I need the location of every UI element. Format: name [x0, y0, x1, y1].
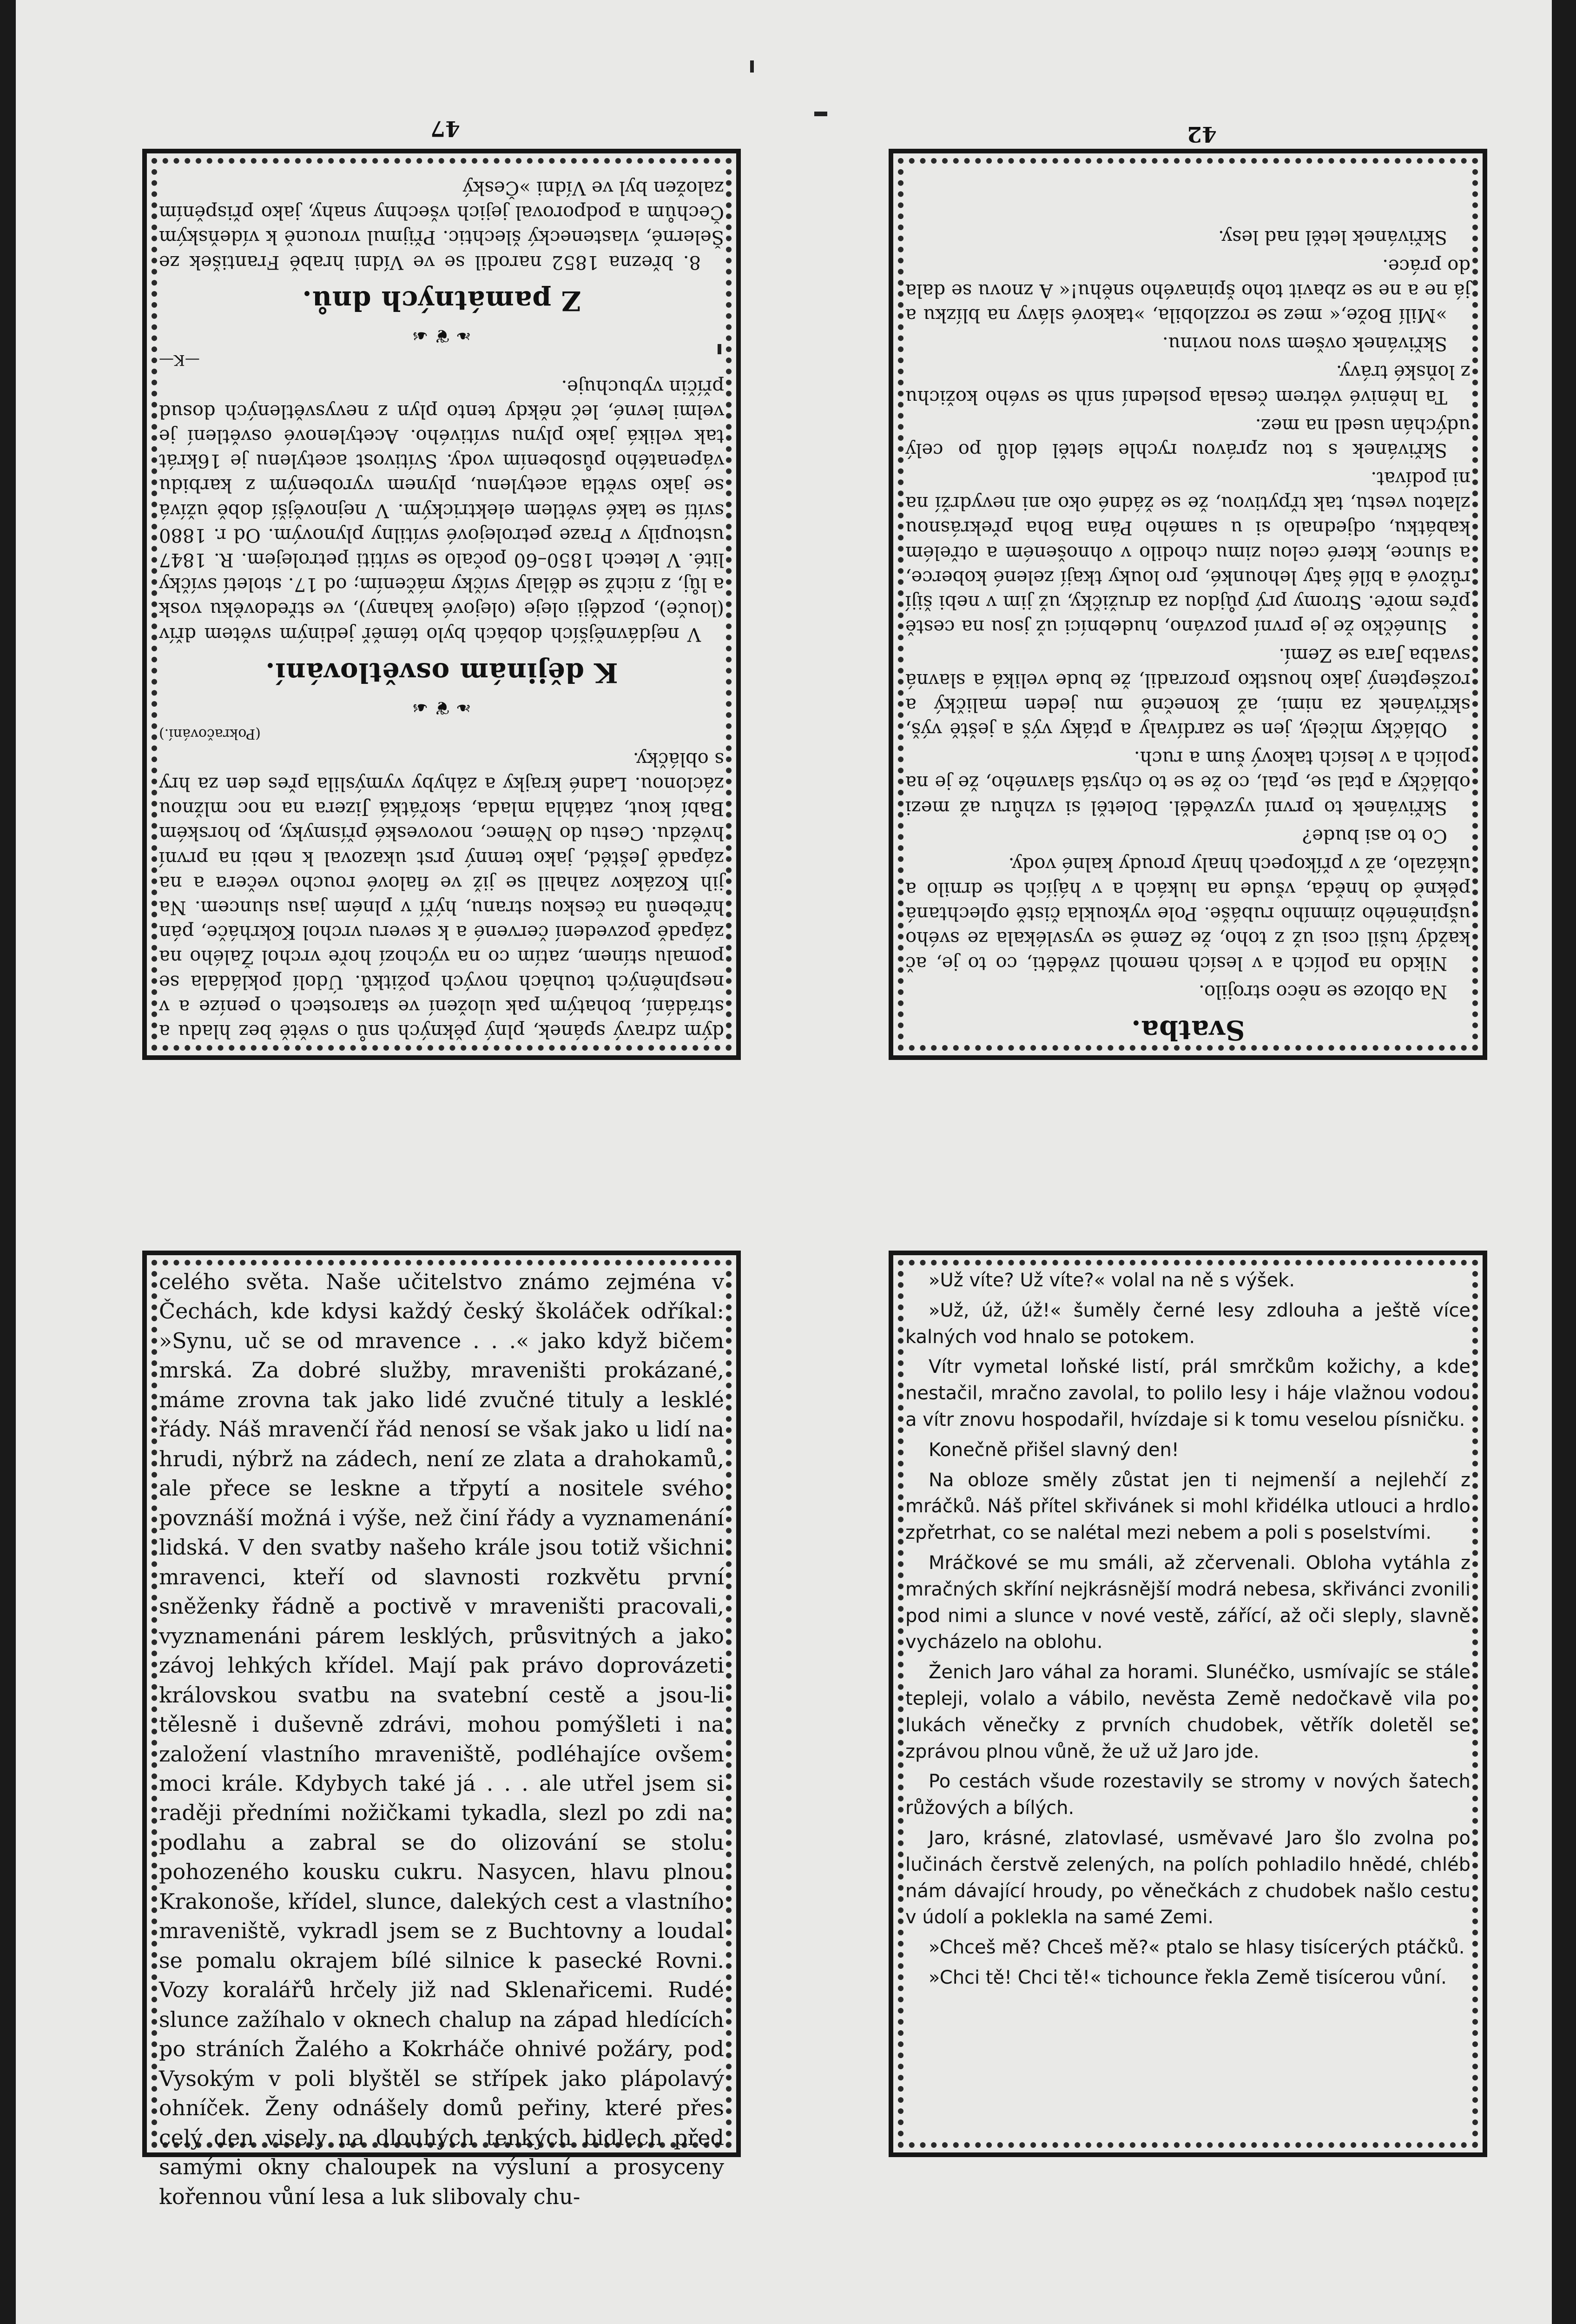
print-mark: [750, 60, 754, 73]
article-paragraph: Po cestách všude rozestavily se stromy v nových šatech růžových a bílých.: [905, 1771, 1470, 1819]
article-paragraph: »Chci tě! Chci tě!« tichounce řekla Země tisícerou vůní.: [929, 1966, 1447, 1988]
newspaper-sheet: [16, 0, 1552, 2324]
article-paragraph: Ta lněnivé větrem česala poslední sníh se svého kožichu z loňské trávy.: [905, 361, 1470, 408]
article-title: Z památných dnů.: [302, 285, 581, 317]
article-paragraph: Na obloze směly zůstat jen ti nejmenší a nejlehčí z mráčků. Náš přítel skřivánek si mohl křidélka utlouci a hrdlo zpřetrhat, co se nalétal mezi nebem a poli s poselstvími.: [905, 1469, 1470, 1544]
page-number-right: 42: [1187, 122, 1217, 147]
article-paragraph: Vítr vymetal loňské listí, prál smrčkům kožichy, a kde nestačil, mračno zavolal, to polilo lesy i háje vlažnou vodou a vítr znovu hospodařil, hvízdaje si k tomu veselou písničku.: [905, 1356, 1470, 1430]
bottom-left-column-frame: [142, 1251, 741, 2209]
bottom-right-column-frame: [889, 1251, 1487, 2157]
article-title: K dějinám osvětlování.: [265, 656, 618, 689]
article-paragraph: Obláčky mlčely, jen se zardívaly a ptáky výš a ještě výš, skřivánek za nimi, až konečně mu jeden maličký a rozšeptený jako houstko prozradil, že bude veliká a slavná svatba Jara se Zemí.: [905, 644, 1470, 740]
article-paragraph: Jaro, krásné, zlatovlasé, usměvavé Jaro šlo zvolna po lučinách čerstvě zelených, na polích pohladilo hnědé, chléb nám dávající hroudy, po věnečkách z chudobek našlo cestu v údolí a poklekla na samé Zemi.: [905, 1827, 1470, 1928]
ornament: ❧ ❦ ☙: [411, 696, 472, 718]
article-paragraph: Nikdo na polích a v lesích nemohl zvěděti, co to je, ač každý tušil cosi už z toho, že Země se vysvlékala ze svého ušpiněného zimního rubáše. Pole vykoukla čistě oplechtaná pěkně do hněda, všude na lukách a v hájích se drnilo a ukázalo, až v příkopech hnaly proudy kalné vody.: [905, 853, 1470, 974]
article-paragraph: »Chceš mě? Chceš mě?« ptalo se hlasy tisícerých ptáčků.: [929, 1937, 1465, 1959]
article-paragraph: Co to asi bude?: [1302, 825, 1447, 847]
article-paragraph: Mráčkové se mu smáli, až zčervenali. Obloha vytáhla z mračných skříní nejkrásnější modrá nebesa, skřivánci zvonili pod nimi a slunce v nové vestě, zářící, až oči sleply, slavně vycházelo na oblohu.: [905, 1552, 1470, 1653]
print-mark: [814, 112, 827, 116]
top-right-column-frame: [889, 149, 1487, 1060]
article-paragraph: Skřivánek ovšem svou novinu.: [1162, 333, 1447, 355]
article-paragraph: celého světa. Naše učitelstvo známo zejména v Čechách, kde kdysi každý český školáček odříkal: »Synu, uč se od mravence . . .« jako když bičem mrská. Za dobré služby, mraveništi prokázané, máme zrovna tak jako lidé zvučné tituly a lesklé řády. Náš mravenčí řád nenosí se však jako u lidí na hrudi, nýbrž na zádech, není ze zlata a drahokamů, ale přece se leskne a třpytí a nositele svého povznáší možná i výše, než činí řády a vyznamenání lidská. V den svatby našeho krále jsou totiž všichni mravenci, kteří od slavnosti rozkvětu první sněženky řádně a poctivě v mraveništi pracovali, vyznamenáni párem lesklých, průsvitných a jako závoj lehkých křídel. Mají pak právo doprovázeti královskou svatbu na svatební cestě a jsou-li tělesně i duševně zdrávi, mohou pomýšleti i na založení vlastního mraveniště, podléhajíce ovšem moci krále. Kdybych také já . . . ale utřel jsem si raději předními nožičkami tykadla, slezl po zdi na podlahu a zabral se do olizování se stolu pohozeného kousku cukru. Nasycen, hlavu plnou Krakonoše, křídel, slunce, dalekých cest a vlastního mraveniště, vykradl jsem se z Buchtovny a loudal se pomalu okrajem bílé silnice k pasecké Rovni. Vozy koralářů hrčely již nad Sklenařicemi. Rudé slunce zažíhalo v oknech chalup na západ hledících po stráních Žalého a Kokrháče ohnivé požáry, pod Vysokým v poli blyštěl se střípek jako plápolavý ohníček. Ženy odnášely domů peřiny, které přes celý den visely na dlouhých tenkých bidlech před samými okny chaloupek na výsluní a prosyceny kořennou vůní lesa a luk slibovaly chu-: [159, 1269, 724, 2209]
top-right-column: [905, 170, 1470, 1048]
article-paragraph: Ženich Jaro váhal za horami. Slunéčko, usmívajíc se stále tepleji, volalo a vábilo, nevěsta Země nedočkavě vila po lukách věnečky z prvních chudobek, větřík doletěl se zprávou plnou vůně, že už už Jaro jde.: [905, 1662, 1470, 1762]
continuation-note: (Pokračování.): [159, 725, 261, 742]
article-continuation: dým zdravý spánek, plný pěkných snů o světě bez hladu a strádání, bohatým pak uložení ve starostech o peníze a v nesplněných touhách nových požitků. Údolí pokládala se pomalu stínem, zatím co na výchozí hoře vrchol Žalého na západě pozvedení červené a k severu vrchol Kokrháče, pán hřebenů na českou stranu, hýří v plném jasu sluncem. Na jih Kozákov zahalil se již ve fialové roucho večera a na západě Ještěd, jako temný prst ukazoval k nebi na první hvězdu. Cestu do Němec, novoveské přísmyky, po horském Babí kout, zatáhla mlada, skořátká Jizera na noc mlžnou záclonou. Ladné krajky a záhyby vymýslila přes den za hry s obláčky.: [159, 748, 724, 1042]
top-left-column: [159, 166, 724, 1043]
article-signature: —K—: [159, 351, 200, 370]
article-paragraph: »Už, úž, úž!« šuměly černé lesy zdlouha a ještě více kalných vod hnalo se potokem.: [905, 1299, 1470, 1348]
article-paragraph: Skřivánek to první vyzvěděl. Doletěl si vzhůru až mezi obláčky a ptal se, ptal, co že se to chystá slavného, že je na polích a v lesích takový šum a ruch.: [905, 747, 1470, 818]
article-paragraph: Skřivánek s tou zprávou rychle sletěl dolů po celý udýchán usedl na mez.: [905, 414, 1470, 461]
article-paragraph: Na obloze se něco strojilo.: [1198, 980, 1447, 1002]
article-paragraph: »Už víte? Už víte?« volal na ně s výšek.: [929, 1270, 1295, 1291]
bottom-right-column: [905, 1267, 1470, 2140]
article-title: Svatba.: [1131, 1014, 1245, 1046]
article-paragraph: 8. března 1852 narodil se ve Vídni hrabě František ze Šelerně, vlastenecký šlechtic. Přijmul vroucně k vídeňským Čechům a podporoval jejich všechny snahy, jako přispěním založen byl ve Vídni »Český: [159, 177, 724, 273]
top-left-column-frame: [142, 149, 741, 1060]
article-paragraph: Konečně přišel slavný den!: [929, 1439, 1179, 1461]
page-number-left: 47: [430, 116, 461, 141]
article-paragraph: Slunéčko že je první pozváno, hudebníci už jsou na cestě přes moře. Stromy prý půjdou za družičky, už jim v nebi šijí růžové a bílé šaty lehounké, pro louky tkají zelené koberce, a slunce, které celou zimu chodilo v ohnošeném a otřelém kabátku, odjednalo si u samého Pána Boha překrásnou zlatou vestu, tak třpytivou, že se žádné oko ani nevydrží na ni podívat.: [905, 468, 1470, 638]
article-paragraph: V nejdávnějších dobách bylo téměř jediným světem dřív (louče), později oleje (olejové kahany), ve středověku vosk a lůj, z nichž se dělaly svíčky máčením; od 17. století svíčky lité. V letech 1850–60 počalo se svítiti petrolejem. R. 1847 ustoupily v Praze petrolejové svítilny plynovým. Od r. 1880 svítí se také světlem elektrickým. V nejnovější době užívá se jako světla acetylenu, plynem vyrobeným z karbidu vápenatého působením vody. Svítivost acetylenu je 16krát tak veliká jako plynu svítivého. Acetylenové osvětlení je velmi levné, leč někdy tento plyn z nevysvětlených dosud příčin vybuchuje.: [159, 376, 724, 645]
article-paragraph: Skřivánek letěl nad lesy.: [1218, 226, 1447, 248]
article-paragraph: »Milí Bože,« mez se rozzlobila, »takové slávy na blízku a já ne a ne se zbavit toho špinavého sněhu!« A znovu se dala do práce.: [905, 255, 1470, 326]
bottom-left-column: [159, 1267, 724, 2209]
ornament: ❧ ❦ ☙: [411, 324, 472, 346]
